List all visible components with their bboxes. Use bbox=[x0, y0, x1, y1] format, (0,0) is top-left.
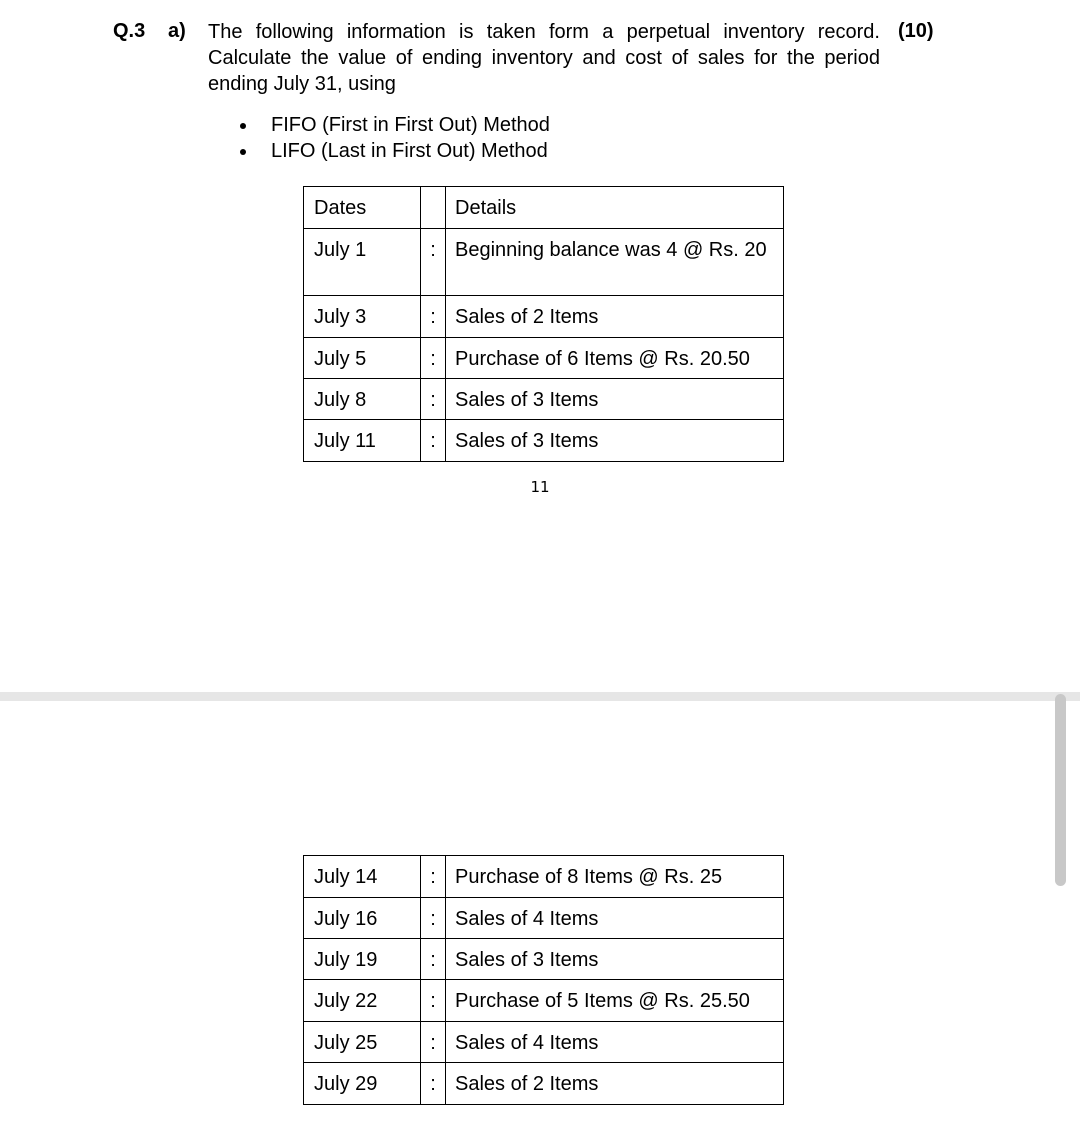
vertical-scrollbar-thumb[interactable] bbox=[1055, 694, 1066, 886]
row-separator: : bbox=[421, 338, 446, 379]
row-date: July 11 bbox=[304, 420, 421, 462]
row-separator: : bbox=[421, 1063, 446, 1105]
row-date: July 5 bbox=[304, 338, 421, 379]
table-row bbox=[304, 296, 784, 338]
question-marks: (10) bbox=[898, 20, 934, 42]
row-separator: : bbox=[421, 980, 446, 1022]
row-detail: Sales of 2 Items bbox=[446, 1063, 784, 1105]
row-separator: : bbox=[421, 939, 446, 980]
row-separator: : bbox=[421, 1022, 446, 1063]
row-date: July 22 bbox=[304, 980, 421, 1022]
inventory-table-part-1 bbox=[303, 186, 784, 462]
table-row bbox=[304, 1022, 784, 1063]
row-separator: : bbox=[421, 229, 446, 296]
row-detail: Sales of 4 Items bbox=[446, 898, 784, 939]
row-detail: Purchase of 6 Items @ Rs. 20.50 bbox=[446, 338, 784, 379]
row-date: July 19 bbox=[304, 939, 421, 980]
row-separator: : bbox=[421, 379, 446, 420]
row-separator: : bbox=[421, 856, 446, 898]
page-separator bbox=[0, 692, 1080, 701]
header-dates: Dates bbox=[304, 187, 421, 229]
table-row bbox=[304, 338, 784, 379]
row-detail: Sales of 2 Items bbox=[446, 296, 784, 338]
row-separator: : bbox=[421, 296, 446, 338]
row-detail: Purchase of 8 Items @ Rs. 25 bbox=[446, 856, 784, 898]
method-label: LIFO (Last in First Out) Method bbox=[271, 140, 548, 162]
table-row bbox=[304, 420, 784, 462]
row-date: July 1 bbox=[304, 229, 421, 296]
row-detail: Purchase of 5 Items @ Rs. 25.50 bbox=[446, 980, 784, 1022]
method-item bbox=[238, 138, 550, 164]
row-date: July 16 bbox=[304, 898, 421, 939]
row-date: July 8 bbox=[304, 379, 421, 420]
row-detail: Sales of 3 Items bbox=[446, 379, 784, 420]
row-separator: : bbox=[421, 898, 446, 939]
header-separator bbox=[421, 187, 446, 229]
table-row bbox=[304, 1063, 784, 1105]
methods-list bbox=[238, 112, 550, 164]
header-details: Details bbox=[446, 187, 784, 229]
bullet-icon bbox=[240, 123, 246, 129]
row-date: July 14 bbox=[304, 856, 421, 898]
row-date: July 29 bbox=[304, 1063, 421, 1105]
question-number: Q.3 bbox=[113, 20, 146, 42]
inventory-table-part-2 bbox=[303, 855, 784, 1105]
table-row bbox=[304, 898, 784, 939]
table-row bbox=[304, 229, 784, 296]
table-row bbox=[304, 939, 784, 980]
row-detail: Sales of 4 Items bbox=[446, 1022, 784, 1063]
table-row bbox=[304, 856, 784, 898]
row-date: July 3 bbox=[304, 296, 421, 338]
row-date: July 25 bbox=[304, 1022, 421, 1063]
row-detail: Sales of 3 Items bbox=[446, 420, 784, 462]
row-separator: : bbox=[421, 420, 446, 462]
table-row bbox=[304, 980, 784, 1022]
question-text: The following information is taken form a perpetual inventory record. Calculate the value of ending inventory and cost of sales for the period ending July 31, using bbox=[208, 21, 880, 95]
method-item bbox=[238, 112, 550, 138]
method-label: FIFO (First in First Out) Method bbox=[271, 114, 550, 136]
page-number: 11 bbox=[530, 478, 550, 496]
bullet-icon bbox=[240, 149, 246, 155]
row-detail: Beginning balance was 4 @ Rs. 20 bbox=[446, 229, 784, 296]
table-row bbox=[304, 379, 784, 420]
question-part: a) bbox=[168, 20, 186, 42]
row-detail: Sales of 3 Items bbox=[446, 939, 784, 980]
table-header-row bbox=[304, 187, 784, 229]
